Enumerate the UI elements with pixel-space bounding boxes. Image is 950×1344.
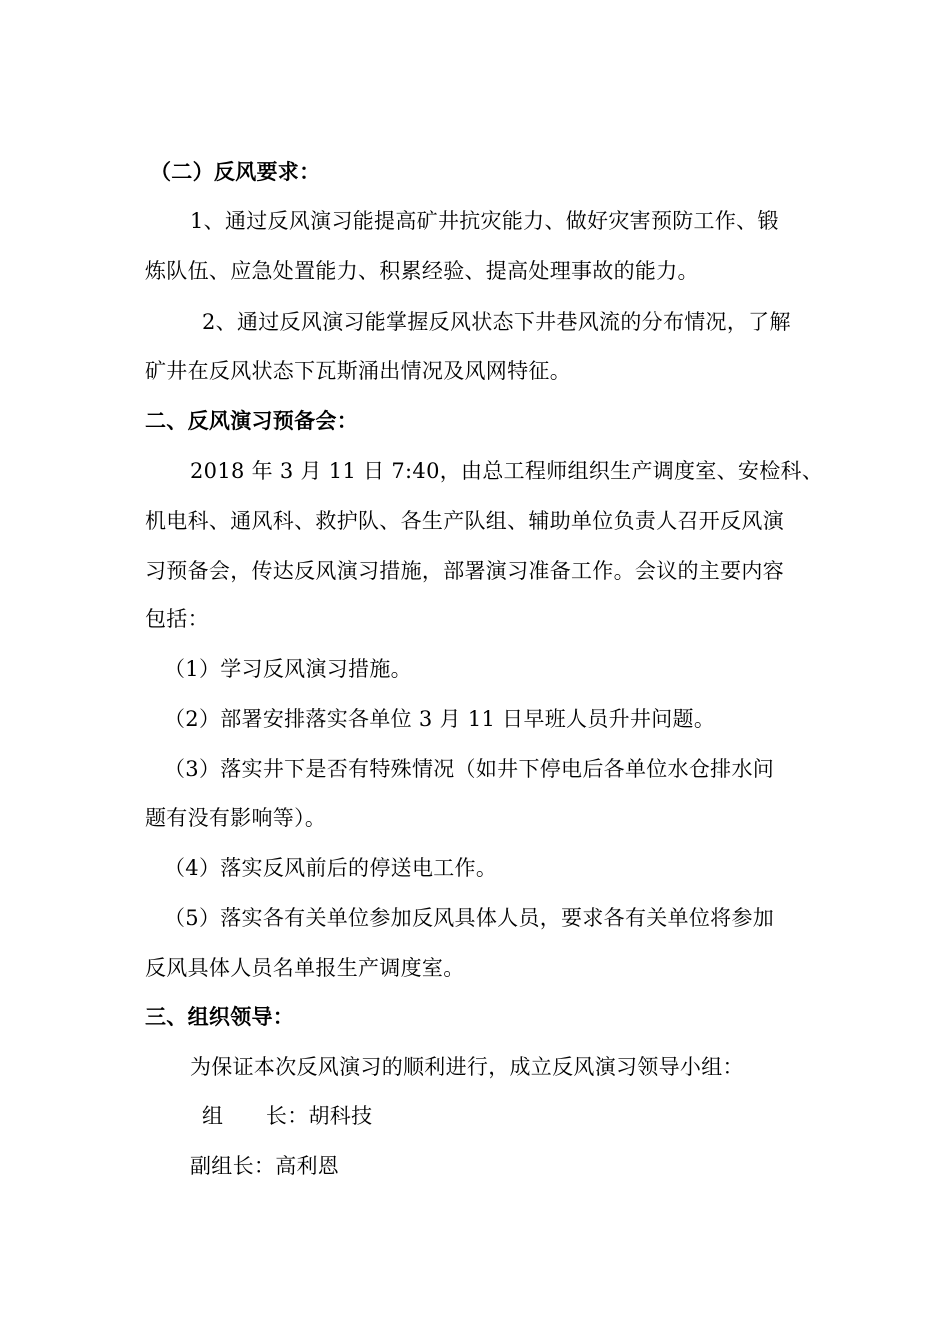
meeting-list-item-4: （4）落实反风前后的停送电工作。 <box>164 856 498 880</box>
meeting-paragraph-line-4: 包括： <box>145 607 209 631</box>
meeting-list-item-1: （1）学习反风演习措施。 <box>164 657 412 681</box>
team-leader: 组 长：胡科技 <box>202 1104 373 1128</box>
deputy-leader: 副组长：高利恩 <box>190 1154 340 1178</box>
meeting-list-item-3-line-2: 题有没有影响等）。 <box>145 806 327 830</box>
meeting-paragraph-line-1: 2018 年 3 月 11 日 7:40，由总工程师组织生产调度室、安检科、 <box>190 459 824 483</box>
organization-intro: 为保证本次反风演习的顺利进行，成立反风演习领导小组： <box>190 1055 744 1079</box>
requirement-2-line-2: 矿井在反风状态下瓦斯涌出情况及风网特征。 <box>145 359 571 383</box>
meeting-list-item-3-line-1: （3）落实井下是否有特殊情况（如井下停电后各单位水仓排水问 <box>164 757 775 781</box>
meeting-list-item-2: （2）部署安排落实各单位 3 月 11 日早班人员升井问题。 <box>164 707 716 731</box>
requirement-1-line-1: 1、通过反风演习能提高矿井抗灾能力、做好灾害预防工作、锻 <box>190 209 779 233</box>
meeting-list-item-5-line-2: 反风具体人员名单报生产调度室。 <box>145 956 465 980</box>
meeting-paragraph-line-2: 机电科、通风科、救护队、各生产队组、辅助单位负责人召开反风演 <box>145 509 784 533</box>
section-heading-organization: 三、组织领导： <box>145 1004 295 1029</box>
section-heading-preparatory-meeting: 二、反风演习预备会： <box>145 408 358 433</box>
meeting-list-item-5-line-1: （5）落实各有关单位参加反风具体人员，要求各有关单位将参加 <box>164 906 775 930</box>
section-heading-requirements: （二）反风要求： <box>150 159 321 184</box>
requirement-1-line-2: 炼队伍、应急处置能力、积累经验、提高处理事故的能力。 <box>145 259 699 283</box>
requirement-2-line-1: 2、通过反风演习能掌握反风状态下井巷风流的分布情况，了解 <box>202 310 791 334</box>
meeting-paragraph-line-3: 习预备会，传达反风演习措施，部署演习准备工作。会议的主要内容 <box>145 559 784 583</box>
